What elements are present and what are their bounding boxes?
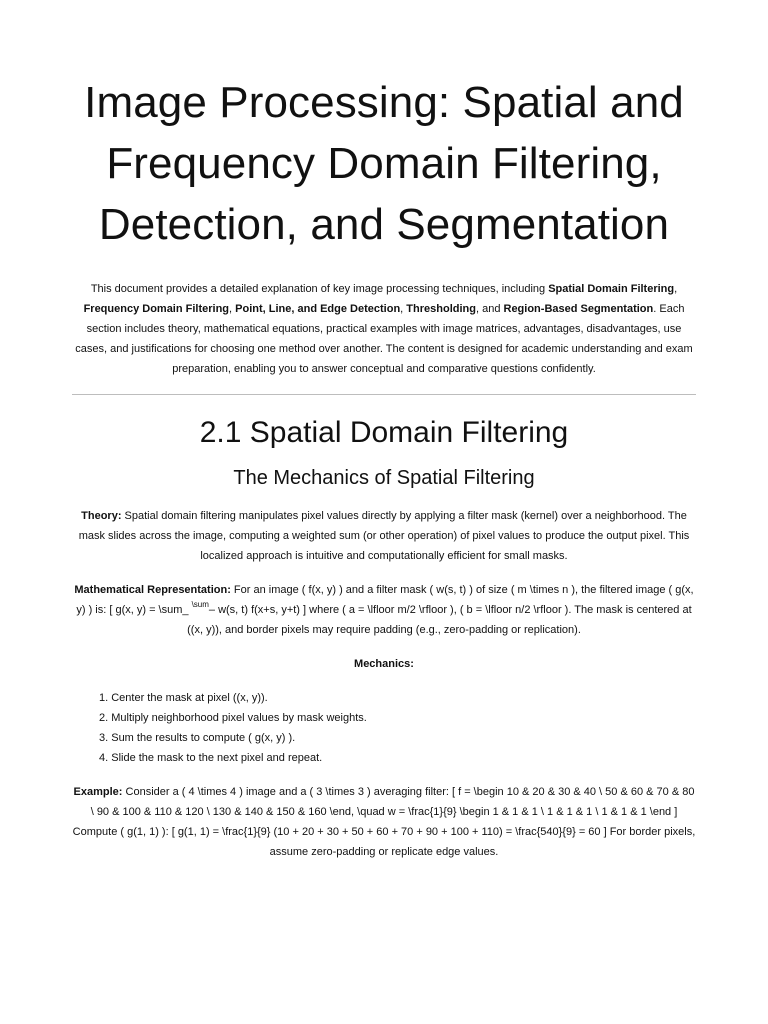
intro-paragraph <box>72 279 696 379</box>
section-heading: 2.1 Spatial Domain Filtering <box>199 416 569 449</box>
section-subheading: The Mechanics of Spatial Filtering <box>233 467 535 489</box>
intro-text-2: , <box>674 283 678 295</box>
math-text-1: For an image ( f(x, y) ) and a filter mask ( w(s, t) ) of size ( m \times n ), the filtered image ( g(x, y) ) is: [ g(x, y) = \sum_ <box>76 584 694 616</box>
intro-bold-thresholding: Thresholding <box>406 303 476 315</box>
example-label: Example: <box>73 786 123 798</box>
mechanics-step: 2. Multiply neighborhood pixel values by mask weights. <box>99 712 367 724</box>
section-divider <box>72 394 696 395</box>
theory-paragraph <box>72 506 696 566</box>
math-paragraph <box>72 580 696 640</box>
intro-bold-frequency: Frequency Domain Filtering <box>83 303 230 315</box>
intro-bold-detection: Point, Line, and Edge Detection <box>235 303 401 315</box>
theory-label: Theory: <box>81 510 122 522</box>
intro-text-4: , <box>400 303 407 315</box>
math-label: Mathematical Representation: <box>74 584 231 596</box>
intro-bold-segmentation: Region-Based Segmentation <box>503 303 654 315</box>
theory-text: Spatial domain filtering manipulates pixel values directly by applying a filter mask (kernel) over a neighborhood. The mask slides across the image, computing a weighted sum (or other operation) of pixel values to produce the output pixel. This localized approach is intuitive and computationally efficient for small masks. <box>78 510 690 562</box>
mechanics-steps-list <box>72 688 696 768</box>
mechanics-label: Mechanics: <box>354 658 414 670</box>
intro-bold-spatial: Spatial Domain Filtering <box>548 283 675 295</box>
document-title: Image Processing: Spatial and Frequency Domain Filtering, Detection, and Segmentation <box>84 78 684 249</box>
example-paragraph <box>72 782 696 862</box>
intro-text-1: This document provides a detailed explanation of key image processing techniques, including <box>90 283 549 295</box>
math-superscript: \sum <box>191 600 209 609</box>
intro-text-3: , <box>229 303 236 315</box>
mechanics-step: 4. Slide the mask to the next pixel and repeat. <box>99 752 323 764</box>
example-text: Consider a ( 4 \times 4 ) image and a ( 3 \times 3 ) averaging filter: [ f = \begin 10 & 20 & 30 & 40 \ 50 & 60 & 70 & 80 \ 90 & 100 & 110 & 120 \ 130 & 140 & 150 & 160 \end, \quad w = \frac{1}{9} \begin 1 & 1 & 1 \ 1 & 1 & 1 \ 1 & 1 & 1 \end ] Compute ( g(1, 1) ): [ g(1, 1) = \frac{1}{9} (10 + 20 + 30 + 50 + 60 + 70 + 90 + 100 + 110) = \frac{540}{9} = 60 ] For border pixels, assume zero-padding or replicate edge values. <box>72 786 696 858</box>
mechanics-step: 1. Center the mask at pixel ((x, y)). <box>99 692 268 704</box>
intro-text-6: . Each section includes theory, mathematical equations, practical examples with image matrices, advantages, disadvantages, use cases, and justifications for choosing one method over another. The content is designed for academic understanding and exam preparation, enabling you to answer conceptual and comparative questions confidently. <box>75 303 693 375</box>
intro-text-5: , and <box>475 303 504 315</box>
mechanics-step: 3. Sum the results to compute ( g(x, y) ). <box>99 732 296 744</box>
math-text-2: – w(s, t) f(x+s, y+t) ] where ( a = \lfloor m/2 \rfloor ), ( b = \lfloor n/2 \rfloor ). The mask is centered at ((x, y)), and border pixels may require padding (e.g., zero-padding or replication). <box>187 604 692 636</box>
